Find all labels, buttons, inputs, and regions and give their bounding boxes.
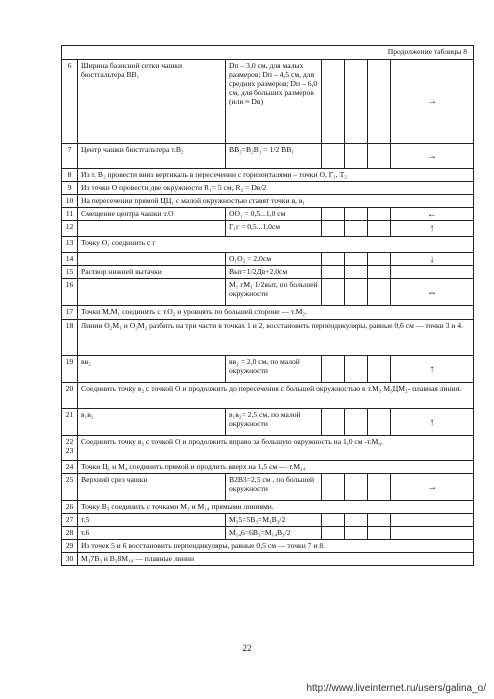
empty-cell — [322, 208, 345, 221]
row-description: Точку О₁ соединить с г — [78, 237, 474, 253]
table-row — [62, 237, 474, 253]
row-number: 10 — [62, 195, 78, 208]
table-row — [62, 474, 474, 501]
row-number: 27 — [62, 514, 78, 527]
table-row — [62, 501, 474, 514]
row-description: Точку В₃ соединить с точками М₃ и М₁₄ прямыми линиями. — [78, 501, 474, 514]
row-formula: О₁О₂ = 2,0см — [226, 253, 322, 266]
empty-cell — [345, 208, 368, 221]
row-number: 26 — [62, 501, 78, 514]
row-number: 7 — [62, 144, 78, 169]
empty-cell — [322, 266, 345, 279]
row-description: На пересечении прямой ЦЦ₁ с малой окружностью ставят точки в, в₁ — [78, 195, 474, 208]
row-description: Соединить точку в₂ с точкой О и продолжить до пересечения с большей окружностью в т.М₃ М₃ЦМ₂- плавная линия. — [78, 383, 474, 409]
table-row — [62, 320, 474, 356]
empty-cell — [322, 356, 345, 383]
row-arrow: ↓ — [391, 253, 474, 266]
row-formula: Dп – 3,0 см, для малых размеров; Dп – 4,5 см, для средних размеров; Dп – 6,0 см, для больших размеров (или ≈ Dв) — [226, 60, 322, 144]
empty-cell — [368, 144, 391, 169]
table-row — [62, 60, 474, 144]
row-number: 28 — [62, 527, 78, 540]
row-number: 25 — [62, 474, 78, 501]
row-number: 9 — [62, 182, 78, 195]
table-row — [62, 195, 474, 208]
row-number: 18 — [62, 320, 78, 356]
row-arrow: ↑ — [391, 221, 474, 237]
row-parameter — [78, 221, 226, 237]
empty-cell — [322, 144, 345, 169]
row-formula: ОО₁ = 0,5...1,0 см — [226, 208, 322, 221]
table-row — [62, 461, 474, 474]
row-description: Из т. В₂ провести вниз вертикаль в пересечении с горизонталями – точки О, Г₁, Т₂ — [78, 169, 474, 182]
empty-cell — [322, 279, 345, 306]
row-number: 17 — [62, 306, 78, 320]
row-number: 30 — [62, 553, 78, 566]
row-arrow — [391, 514, 474, 527]
empty-cell — [322, 527, 345, 540]
empty-cell — [368, 356, 391, 383]
row-arrow: → — [391, 60, 474, 144]
page-number: 22 — [242, 643, 252, 653]
row-formula: М₃5=5В₃=М₃В₃/2 — [226, 514, 322, 527]
row-number: 15 — [62, 266, 78, 279]
continuation-row — [62, 46, 474, 60]
empty-cell — [345, 527, 368, 540]
row-description: Точки Ц₁ и М₄ соединить прямой и продлить вверх на 1,5 см — т.М₁₄ — [78, 461, 474, 474]
row-formula: М₁₄6=6В₃=М₁₄В₃/2 — [226, 527, 322, 540]
empty-cell — [345, 409, 368, 436]
row-formula: Выт=1/2Дв+2,0см — [226, 266, 322, 279]
row-formula: в₁в₂= 2,5 см, по малой окружности — [226, 409, 322, 436]
row-arrow: → — [391, 144, 474, 169]
table-row — [62, 279, 474, 306]
row-description: Соединить точку в₃ с точкой О и продолжить вправо за большую окружность на 1,0 см -т.М₄. — [78, 436, 474, 461]
empty-cell — [345, 266, 368, 279]
table-row — [62, 182, 474, 195]
construction-table — [61, 45, 474, 566]
empty-cell — [322, 221, 345, 237]
table-row — [62, 540, 474, 553]
row-number: 11 — [62, 208, 78, 221]
empty-cell — [322, 514, 345, 527]
empty-cell — [322, 253, 345, 266]
row-parameter: Ширина базисной сетки чашки бюстгальтера ВВ₁ — [78, 60, 226, 144]
row-arrow: → — [391, 474, 474, 501]
table-row — [62, 514, 474, 527]
row-formula: Г₁г = 0,5...1,0см — [226, 221, 322, 237]
table-row — [62, 221, 474, 237]
table-row — [62, 409, 474, 436]
row-description: Точки М,М₁ соединить с т.О₂ и уровнять по большей стороне — т.М₂. — [78, 306, 474, 320]
empty-cell — [345, 474, 368, 501]
row-arrow — [391, 266, 474, 279]
row-description: М₃7В₃ и В₃8М₁₄ — плавные линии — [78, 553, 474, 566]
empty-cell — [368, 60, 391, 144]
row-number: 16 — [62, 279, 78, 306]
empty-cell — [345, 253, 368, 266]
table-row — [62, 266, 474, 279]
row-parameter: вв₂ — [78, 356, 226, 383]
empty-cell — [345, 279, 368, 306]
empty-cell — [345, 356, 368, 383]
row-number: 22 23 — [62, 436, 78, 461]
row-parameter: Смещение центра чашки т.О — [78, 208, 226, 221]
empty-cell — [345, 514, 368, 527]
empty-cell — [345, 144, 368, 169]
empty-cell — [368, 409, 391, 436]
row-arrow: ↑ — [391, 356, 474, 383]
row-formula: вв₂ = 2,0 см, по малой окружности — [226, 356, 322, 383]
empty-cell — [368, 221, 391, 237]
row-number: 12 — [62, 221, 78, 237]
row-description: Из точки О провести две окружности R₁= 5 см, R₂ = Dв/2 — [78, 182, 474, 195]
row-number: 6 — [62, 60, 78, 144]
row-arrow: ↔ — [391, 279, 474, 306]
row-formula: М₁ гМ₁ 1/2выт, по большей окружности — [226, 279, 322, 306]
table-row — [62, 527, 474, 540]
empty-cell — [368, 514, 391, 527]
empty-cell — [345, 60, 368, 144]
empty-cell — [368, 208, 391, 221]
table-row — [62, 144, 474, 169]
table-row — [62, 436, 474, 461]
row-parameter: т.6 — [78, 527, 226, 540]
continuation-label: Продолжение таблицы 8 — [62, 46, 474, 60]
empty-cell — [345, 221, 368, 237]
row-parameter — [78, 253, 226, 266]
row-parameter — [78, 279, 226, 306]
empty-cell — [368, 527, 391, 540]
row-description: Линии О₂М₁ и О₂М₂ разбить на три части в точках 1 и 2, восстановить перпендикуляры, равные 0,6 см — точки 3 и 4. — [78, 320, 474, 356]
row-parameter: Раствор нижней вытачки — [78, 266, 226, 279]
row-parameter: Верхний срез чашки — [78, 474, 226, 501]
empty-cell — [368, 253, 391, 266]
row-formula: В2В3=2,5 см , по большей окружности — [226, 474, 322, 501]
source-url[interactable]: http://www.liveinternet.ru/users/galina_o/ — [306, 683, 486, 694]
row-number: 24 — [62, 461, 78, 474]
row-number: 21 — [62, 409, 78, 436]
row-parameter: т.5 — [78, 514, 226, 527]
empty-cell — [322, 474, 345, 501]
empty-cell — [368, 474, 391, 501]
row-number: 19 — [62, 356, 78, 383]
table-row — [62, 253, 474, 266]
empty-cell — [368, 266, 391, 279]
row-parameter: в₁в₂ — [78, 409, 226, 436]
table-row — [62, 553, 474, 566]
row-arrow — [391, 527, 474, 540]
row-number: 14 — [62, 253, 78, 266]
row-formula: ВВ₂=В₂В₁ = 1/2 ВВ₁ — [226, 144, 322, 169]
row-number: 29 — [62, 540, 78, 553]
table-row — [62, 169, 474, 182]
table-row — [62, 356, 474, 383]
row-number: 20 — [62, 383, 78, 409]
row-parameter: Центр чашки бюстгальтера т.В₂ — [78, 144, 226, 169]
row-arrow: ← — [391, 208, 474, 221]
empty-cell — [322, 60, 345, 144]
row-number: 8 — [62, 169, 78, 182]
table-row — [62, 208, 474, 221]
empty-cell — [322, 409, 345, 436]
empty-cell — [368, 279, 391, 306]
table-row — [62, 306, 474, 320]
table-row — [62, 383, 474, 409]
row-description: Из точек 5 и 6 восстановить перпендикуляры, равные 0,5 см — точки 7 и 8. — [78, 540, 474, 553]
row-number: 13 — [62, 237, 78, 253]
row-arrow: ↑ — [391, 409, 474, 436]
